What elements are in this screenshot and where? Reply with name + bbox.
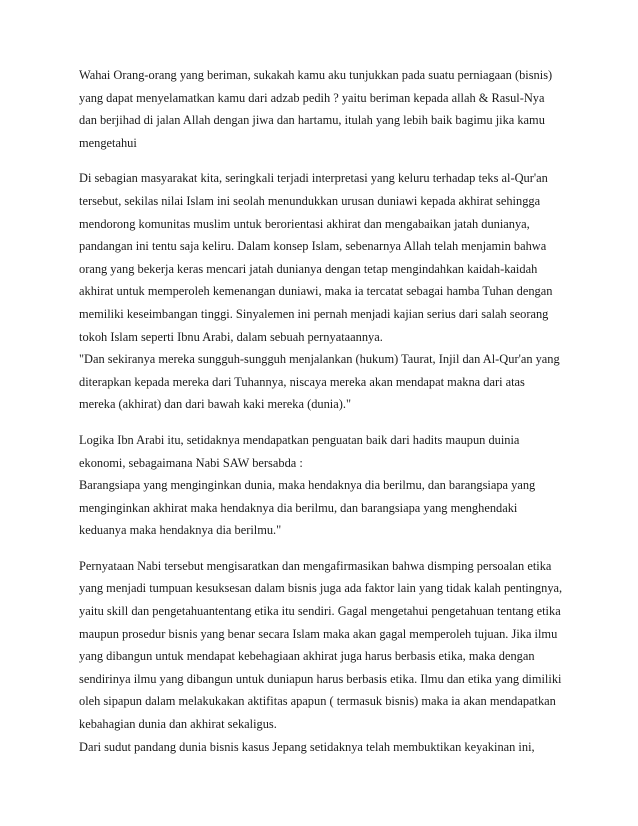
- text-line: kebahagian dunia dan akhirat sekaligus.: [79, 717, 277, 732]
- text-line: mendorong komunitas muslim untuk berorientasi akhirat dan mengabaikan jatah dunianya,: [79, 216, 530, 231]
- text-line: tokoh Islam seperti Ibnu Arabi, dalam sebuah pernyataannya.: [79, 329, 383, 344]
- text-line: mengetahui: [79, 135, 137, 150]
- text-line: Pernyataan Nabi tersebut mengisaratkan dan mengafirmasikan bahwa dismping persoalan etika: [79, 558, 552, 573]
- text-line: ekonomi, sebagaimana Nabi SAW bersabda :: [79, 455, 303, 470]
- quote-line: diterapkan kepada mereka dari Tuhannya, niscaya mereka akan mendapat makna dari atas: [79, 374, 525, 389]
- text-line: memiliki keseimbangan tinggi. Sinyalemen ini pernah menjadi kajian serius dari salah seorang: [79, 306, 549, 321]
- document-body: [79, 64, 599, 758]
- text-line: Dari sudut pandang dunia bisnis kasus Jepang setidaknya telah membuktikan keyakinan ini,: [79, 739, 535, 754]
- paragraph-gap: [79, 416, 599, 429]
- paragraph-4: [79, 555, 599, 758]
- quote-line: menginginkan akhirat maka hendaknya dia berilmu, dan barangsiapa yang menghendaki: [79, 500, 518, 515]
- paragraph-gap: [79, 542, 599, 555]
- paragraph-gap: [79, 154, 599, 167]
- text-line: yang dibangun untuk mendapat kebehagiaan akhirat juga harus berbasis etika, maka dengan: [79, 649, 535, 664]
- quote-line: keduanya maka hendaknya dia berilmu.": [79, 523, 282, 538]
- quote-line: mereka (akhirat) dan dari bawah kaki mereka (dunia).": [79, 397, 352, 412]
- text-line: pandangan ini tentu saja keliru. Dalam konsep Islam, sebenarnya Allah telah menjamin bahwa: [79, 239, 547, 254]
- quote-line: Barangsiapa yang menginginkan dunia, maka hendaknya dia berilmu, dan barangsiapa yang: [79, 478, 536, 493]
- text-line: maupun prosedur bisnis yang benar secara Islam maka akan gagal memperoleh tujuan. Jika ilmu: [79, 626, 558, 641]
- text-line: akhirat untuk memperoleh kemenangan duniawi, maka ia tercatat sebagai hamba Tuhan dengan: [79, 284, 553, 299]
- paragraph-1: [79, 64, 599, 154]
- quote-line: "Dan sekiranya mereka sungguh-sungguh menjalankan (hukum) Taurat, Injil dan Al-Qur'an yang: [79, 352, 560, 367]
- text-line: oleh sipapun dalam melakukakan aktifitas apapun ( termasuk bisnis) maka ia akan mendapatkan: [79, 694, 556, 709]
- text-line: tersebut, sekilas nilai Islam ini seolah menundukkan urusan duniawi kepada akhirat sehingga: [79, 193, 541, 208]
- text-line: yang dapat menyelamatkan kamu dari adzab pedih ? yaitu beriman kepada allah & Rasul-Nya: [79, 90, 545, 105]
- text-line: dan berjihad di jalan Allah dengan jiwa dan hartamu, itulah yang lebih baik bagimu jika kamu: [79, 113, 545, 128]
- text-line: sendirinya ilmu yang dibangun untuk duniapun harus berbasis etika. Ilmu dan etika yang dimiliki: [79, 671, 562, 686]
- text-line: Wahai Orang-orang yang beriman, sukakah kamu aku tunjukkan pada suatu perniagaan (bisnis): [79, 68, 553, 82]
- paragraph-2: [79, 167, 599, 416]
- text-line: orang yang bekerja keras mencari jatah dunianya dengan tetap mengindahkan kaidah-kaidah: [79, 261, 538, 276]
- text-line: yang menjadi tumpuan kesuksesan dalam bisnis juga ada faktor lain yang tidak kalah pentingnya,: [79, 581, 563, 596]
- text-line: Logika Ibn Arabi itu, setidaknya mendapatkan penguatan baik dari hadits maupun duinia: [79, 432, 520, 447]
- paragraph-3: [79, 429, 599, 542]
- text-line: Di sebagian masyarakat kita, seringkali terjadi interpretasi yang keluru terhadap teks al-Qur'an: [79, 171, 548, 186]
- text-line: yaitu skill dan pengetahuantentang etika itu sendiri. Gagal mengetahui pengetahuan tentang etika: [79, 604, 561, 619]
